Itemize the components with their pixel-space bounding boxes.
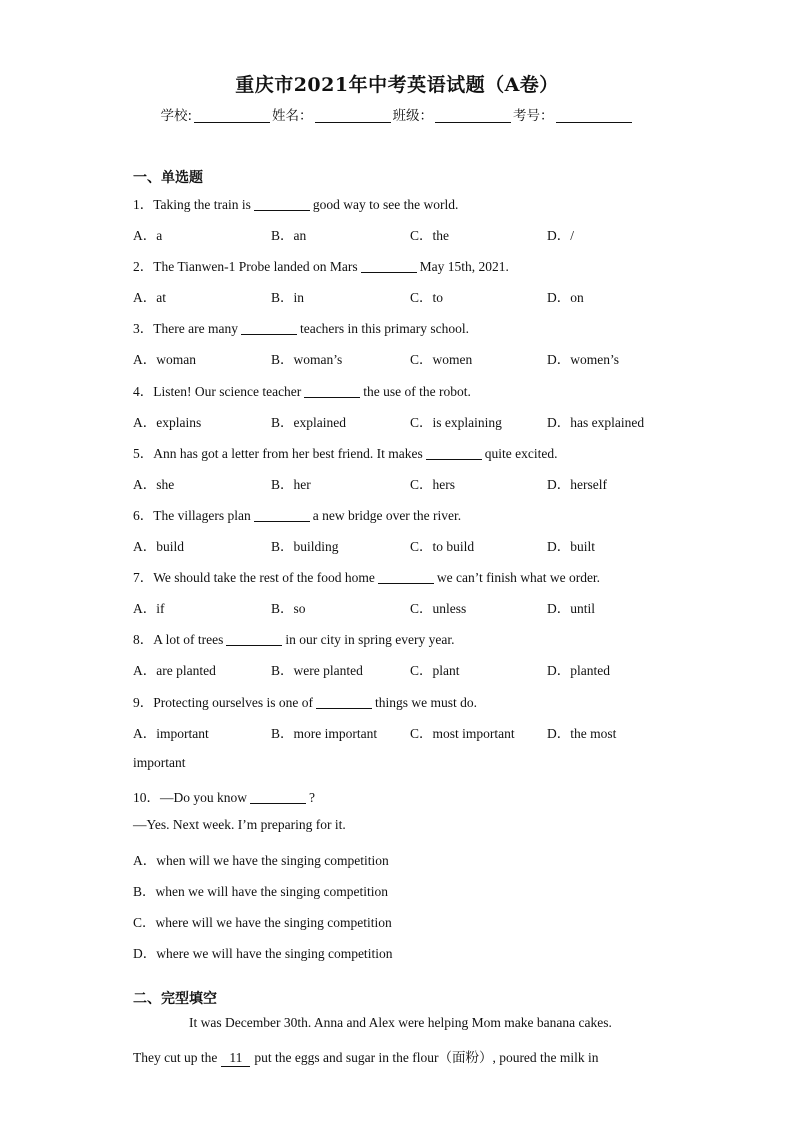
cloze-passage-line-1: It was December 30th. Anna and Alex were helping Mom make banana cakes. xyxy=(189,1015,612,1030)
class-blank[interactable] xyxy=(435,108,511,123)
question-stem-10 xyxy=(133,786,315,806)
question-10-reply: —Yes. Next week. I’m preparing for it. xyxy=(133,817,346,832)
q1-option-b[interactable]: B．an xyxy=(271,228,307,243)
q7-option-b[interactable]: B．so xyxy=(271,601,306,616)
answer-blank[interactable] xyxy=(250,790,306,804)
question-stem-9 xyxy=(133,691,477,711)
question-text-after: the use of the robot. xyxy=(363,384,471,399)
q2-option-b[interactable]: B．in xyxy=(271,290,305,305)
q9-option-d[interactable]: D．the most xyxy=(547,726,617,741)
question-text: 8．A lot of trees xyxy=(133,632,224,647)
question-text-after: in our city in spring every year. xyxy=(285,632,455,647)
q3-option-a[interactable]: A．woman xyxy=(133,352,196,367)
q1-option-a[interactable]: A．a xyxy=(133,228,163,243)
school-label: 学校: xyxy=(160,108,193,124)
q9-option-c[interactable]: C．most important xyxy=(410,726,515,741)
student-info-line xyxy=(0,104,794,124)
passage-text-after: put the eggs and sugar in the flour（面粉）, poured the milk in xyxy=(254,1050,599,1065)
q9-option-b[interactable]: B．more important xyxy=(271,726,378,741)
q4-option-b[interactable]: B．explained xyxy=(271,415,346,430)
q4-option-a[interactable]: A．explains xyxy=(133,415,202,430)
answer-blank[interactable] xyxy=(254,197,310,211)
q3-option-c[interactable]: C．women xyxy=(410,352,473,367)
q7-option-a[interactable]: A．if xyxy=(133,601,165,616)
answer-blank[interactable] xyxy=(226,632,282,646)
question-text-after: we can’t finish what we order. xyxy=(436,570,601,585)
question-text: 2．The Tianwen-1 Probe landed on Mars xyxy=(133,259,358,274)
q10-option-c[interactable]: C．where will we have the singing competition xyxy=(133,915,392,930)
school-blank[interactable] xyxy=(194,108,270,123)
q7-option-c[interactable]: C．unless xyxy=(410,601,467,616)
answer-blank[interactable] xyxy=(361,259,417,273)
question-text: 9．Protecting ourselves is one of xyxy=(133,695,313,710)
question-text-after: quite excited. xyxy=(484,446,558,461)
q6-option-c[interactable]: C．to build xyxy=(410,539,475,554)
q4-option-c[interactable]: C．is explaining xyxy=(410,415,502,430)
cloze-passage-line-2 xyxy=(133,1046,599,1067)
question-stem-8 xyxy=(133,628,454,648)
name-label: 姓名： xyxy=(272,108,313,124)
q5-option-d[interactable]: D．herself xyxy=(547,477,607,492)
q6-option-d[interactable]: D．built xyxy=(547,539,596,554)
question-stem-2 xyxy=(133,255,509,275)
answer-blank[interactable] xyxy=(254,508,310,522)
q2-option-d[interactable]: D．on xyxy=(547,290,584,305)
answer-blank[interactable] xyxy=(304,384,360,398)
question-text-after: ? xyxy=(309,790,315,805)
q5-option-a[interactable]: A．she xyxy=(133,477,175,492)
q9-option-wrap: important xyxy=(133,755,186,770)
question-stem-7 xyxy=(133,566,600,586)
question-stem-3 xyxy=(133,317,469,337)
question-text-after: May 15th, 2021. xyxy=(419,259,509,274)
question-text: 5．Ann has got a letter from her best friend. It makes xyxy=(133,446,423,461)
question-stem-5 xyxy=(133,442,558,462)
answer-blank[interactable] xyxy=(316,695,372,709)
answer-blank[interactable] xyxy=(426,446,482,460)
answer-blank[interactable] xyxy=(378,570,434,584)
q1-option-d[interactable]: D．/ xyxy=(547,228,574,243)
question-stem-1 xyxy=(133,193,458,213)
q4-option-d[interactable]: D．has explained xyxy=(547,415,645,430)
q10-option-d[interactable]: D．where we will have the singing competition xyxy=(133,946,393,961)
question-text: 7．We should take the rest of the food home xyxy=(133,570,375,585)
q7-option-d[interactable]: D．until xyxy=(547,601,596,616)
section-heading-single-choice: 一、单选题 xyxy=(133,170,203,186)
q9-option-a[interactable]: A．important xyxy=(133,726,209,741)
q5-option-c[interactable]: C．hers xyxy=(410,477,455,492)
question-stem-6 xyxy=(133,504,461,524)
section-heading-cloze: 二、完型填空 xyxy=(133,991,217,1007)
question-text-after: good way to see the world. xyxy=(312,197,459,212)
q3-option-b[interactable]: B．woman’s xyxy=(271,352,343,367)
name-blank[interactable] xyxy=(315,108,391,123)
exam-no-label: 考号： xyxy=(513,108,554,124)
answer-blank[interactable] xyxy=(241,321,297,335)
q6-option-a[interactable]: A．build xyxy=(133,539,185,554)
question-text-after: things we must do. xyxy=(374,695,477,710)
question-stem-4 xyxy=(133,380,471,400)
passage-text: They cut up the xyxy=(133,1050,218,1065)
q8-option-d[interactable]: D．planted xyxy=(547,663,610,678)
q8-option-a[interactable]: A．are planted xyxy=(133,663,216,678)
q10-option-b[interactable]: B．when we will have the singing competition xyxy=(133,884,388,899)
q2-option-a[interactable]: A．at xyxy=(133,290,166,305)
q10-option-a[interactable]: A．when will we have the singing competition xyxy=(133,853,389,868)
question-text-after: teachers in this primary school. xyxy=(299,321,470,336)
exam-no-blank[interactable] xyxy=(556,108,632,123)
question-text: 10．—Do you know xyxy=(133,790,247,805)
q6-option-b[interactable]: B．building xyxy=(271,539,339,554)
q1-option-c[interactable]: C．the xyxy=(410,228,449,243)
q8-option-b[interactable]: B．were planted xyxy=(271,663,363,678)
q2-option-c[interactable]: C．to xyxy=(410,290,444,305)
q5-option-b[interactable]: B．her xyxy=(271,477,311,492)
question-text: 3．There are many xyxy=(133,321,238,336)
class-label: 班级： xyxy=(392,108,434,124)
question-text: 6．The villagers plan xyxy=(133,508,251,523)
page-title: 重庆市2021年中考英语试题（A卷） xyxy=(235,74,559,96)
cloze-blank-11[interactable]: 11 xyxy=(221,1050,250,1067)
question-text-after: a new bridge over the river. xyxy=(312,508,462,523)
question-text: 4．Listen! Our science teacher xyxy=(133,384,302,399)
q3-option-d[interactable]: D．women’s xyxy=(547,352,619,367)
question-text: 1．Taking the train is xyxy=(133,197,251,212)
q8-option-c[interactable]: C．plant xyxy=(410,663,460,678)
